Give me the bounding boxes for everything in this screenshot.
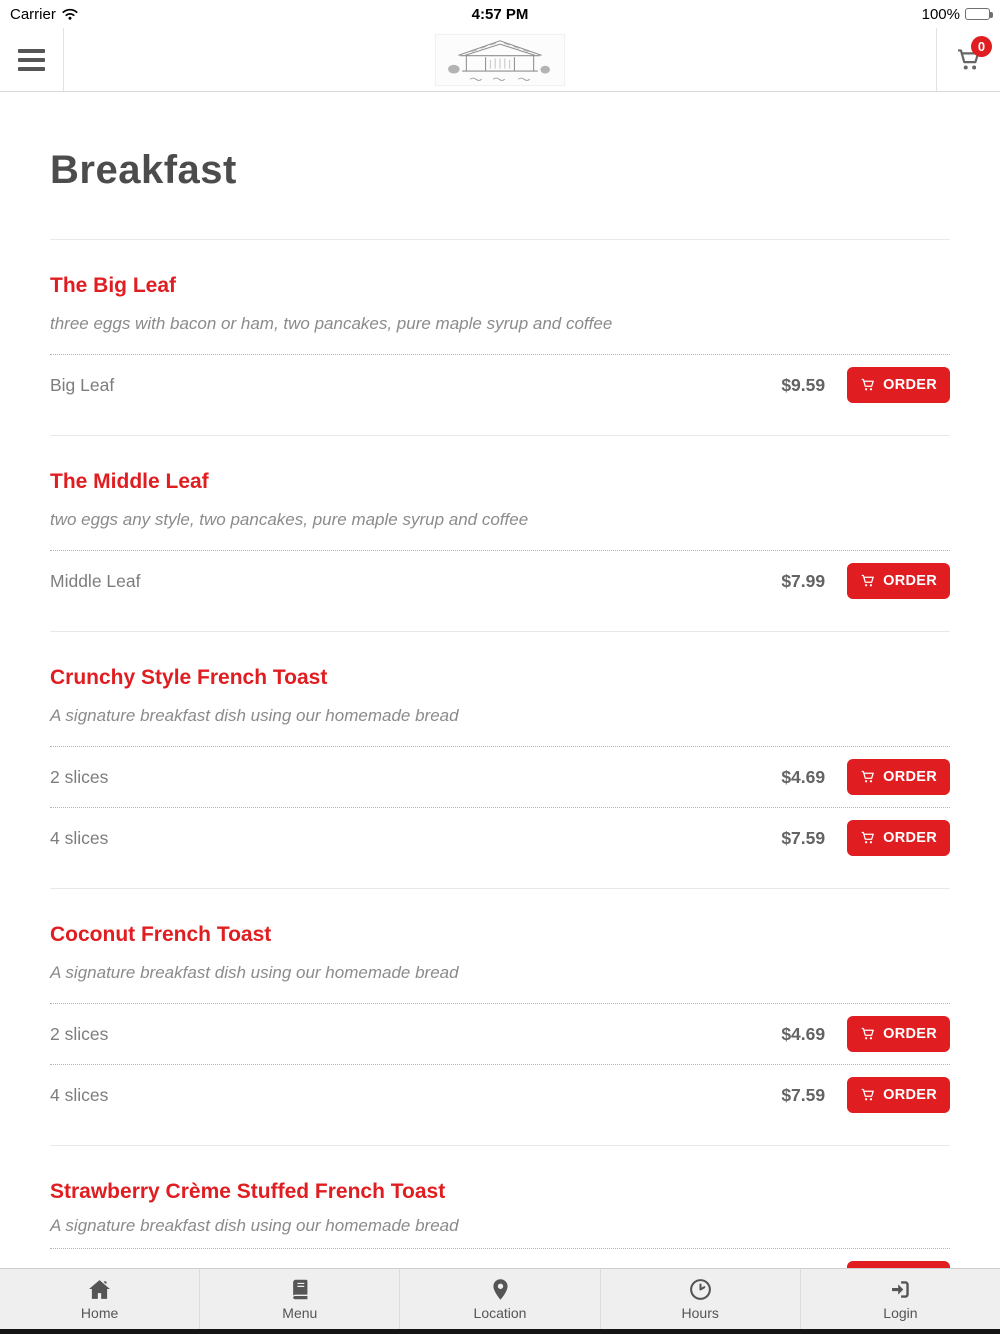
menu-item-label: 4 slices [50,1084,109,1105]
section-description: A signature breakfast dish using our homemade bread [50,963,459,982]
menu-item-price: $4.69 [781,1023,826,1044]
bottom-nav [0,1268,1000,1334]
menu-item-label: 2 slices [50,1023,109,1044]
menu-item-row [50,1064,950,1125]
order-button[interactable] [847,1077,950,1113]
order-button-label: ORDER [883,377,937,393]
home-icon [87,1277,112,1302]
order-button[interactable] [847,759,950,795]
cart-icon [860,1026,876,1042]
menu-item-price: $7.59 [781,827,826,848]
menu-section [50,240,950,436]
main-content [50,148,950,1309]
section-items [50,746,950,868]
login-icon [888,1277,913,1302]
menu-item-label: 2 slices [50,766,109,787]
section-items [50,1003,950,1125]
page-title: Breakfast [50,148,237,192]
nav-item-label: Location [473,1305,527,1321]
section-title: Strawberry Crème Stuffed French Toast [50,1180,446,1203]
menu-item-price: $7.99 [781,570,826,591]
menu-section [50,632,950,889]
menu-item-row [50,746,950,807]
cart-icon [860,377,876,393]
menu-item-row [50,550,950,611]
nav-item-login[interactable] [800,1269,1000,1329]
battery-icon [965,8,990,20]
menu-item-row [50,354,950,415]
cart-icon [860,1087,876,1103]
section-description: two eggs any style, two pancakes, pure maple syrup and coffee [50,510,529,529]
section-title: Crunchy Style French Toast [50,666,328,689]
app-header [0,28,1000,92]
section-description: A signature breakfast dish using our homemade bread [50,1216,459,1235]
carrier-label: Carrier [10,5,56,23]
nav-item-home[interactable] [0,1269,199,1329]
cart-icon [860,769,876,785]
status-bar [0,0,1000,28]
section-title: The Middle Leaf [50,470,209,493]
battery-percent: 100% [921,5,960,23]
order-button[interactable] [847,820,950,856]
section-description: three eggs with bacon or ham, two pancakes, pure maple syrup and coffee [50,314,613,333]
section-title: The Big Leaf [50,274,177,297]
menu-section [50,436,950,632]
book-icon [287,1277,312,1302]
section-title: Coconut French Toast [50,923,272,946]
nav-item-hours[interactable] [600,1269,800,1329]
location-pin-icon [488,1277,513,1302]
section-items [50,354,950,415]
nav-item-label: Hours [681,1305,719,1321]
nav-item-menu[interactable] [199,1269,399,1329]
menu-item-price: $9.59 [781,374,826,395]
header-logo-area [64,28,936,91]
menu-section [50,889,950,1146]
menu-item-row [50,807,950,868]
order-button-label: ORDER [883,573,937,589]
restaurant-logo[interactable] [435,34,565,86]
cart-button[interactable] [936,28,1000,91]
order-button[interactable] [847,1016,950,1052]
section-items [50,550,950,611]
nav-item-label: Login [883,1305,918,1321]
menu-hamburger-button[interactable] [0,28,64,91]
order-button[interactable] [847,367,950,403]
menu-item-price: $4.69 [781,766,826,787]
nav-item-location[interactable] [399,1269,599,1329]
menu-sections [50,240,950,1309]
menu-item-row [50,1003,950,1064]
nav-item-label: Home [80,1305,119,1321]
cart-icon [860,573,876,589]
menu-item-label: Big Leaf [50,374,115,395]
menu-item-price: $7.59 [781,1084,826,1105]
order-button[interactable] [847,563,950,599]
status-time: 4:57 PM [471,5,529,23]
nav-item-label: Menu [282,1305,318,1321]
order-button-label: ORDER [883,1026,937,1042]
order-button-label: ORDER [883,769,937,785]
order-button-label: ORDER [883,830,937,846]
order-button-label: ORDER [883,1087,937,1103]
menu-item-label: 4 slices [50,827,109,848]
home-indicator-strip [0,1329,1000,1334]
cart-icon [860,830,876,846]
section-description: A signature breakfast dish using our homemade bread [50,706,459,725]
hamburger-icon [18,49,45,71]
clock-icon [688,1277,713,1302]
menu-item-label: Middle Leaf [50,570,141,591]
cart-count-badge: 0 [971,36,992,57]
